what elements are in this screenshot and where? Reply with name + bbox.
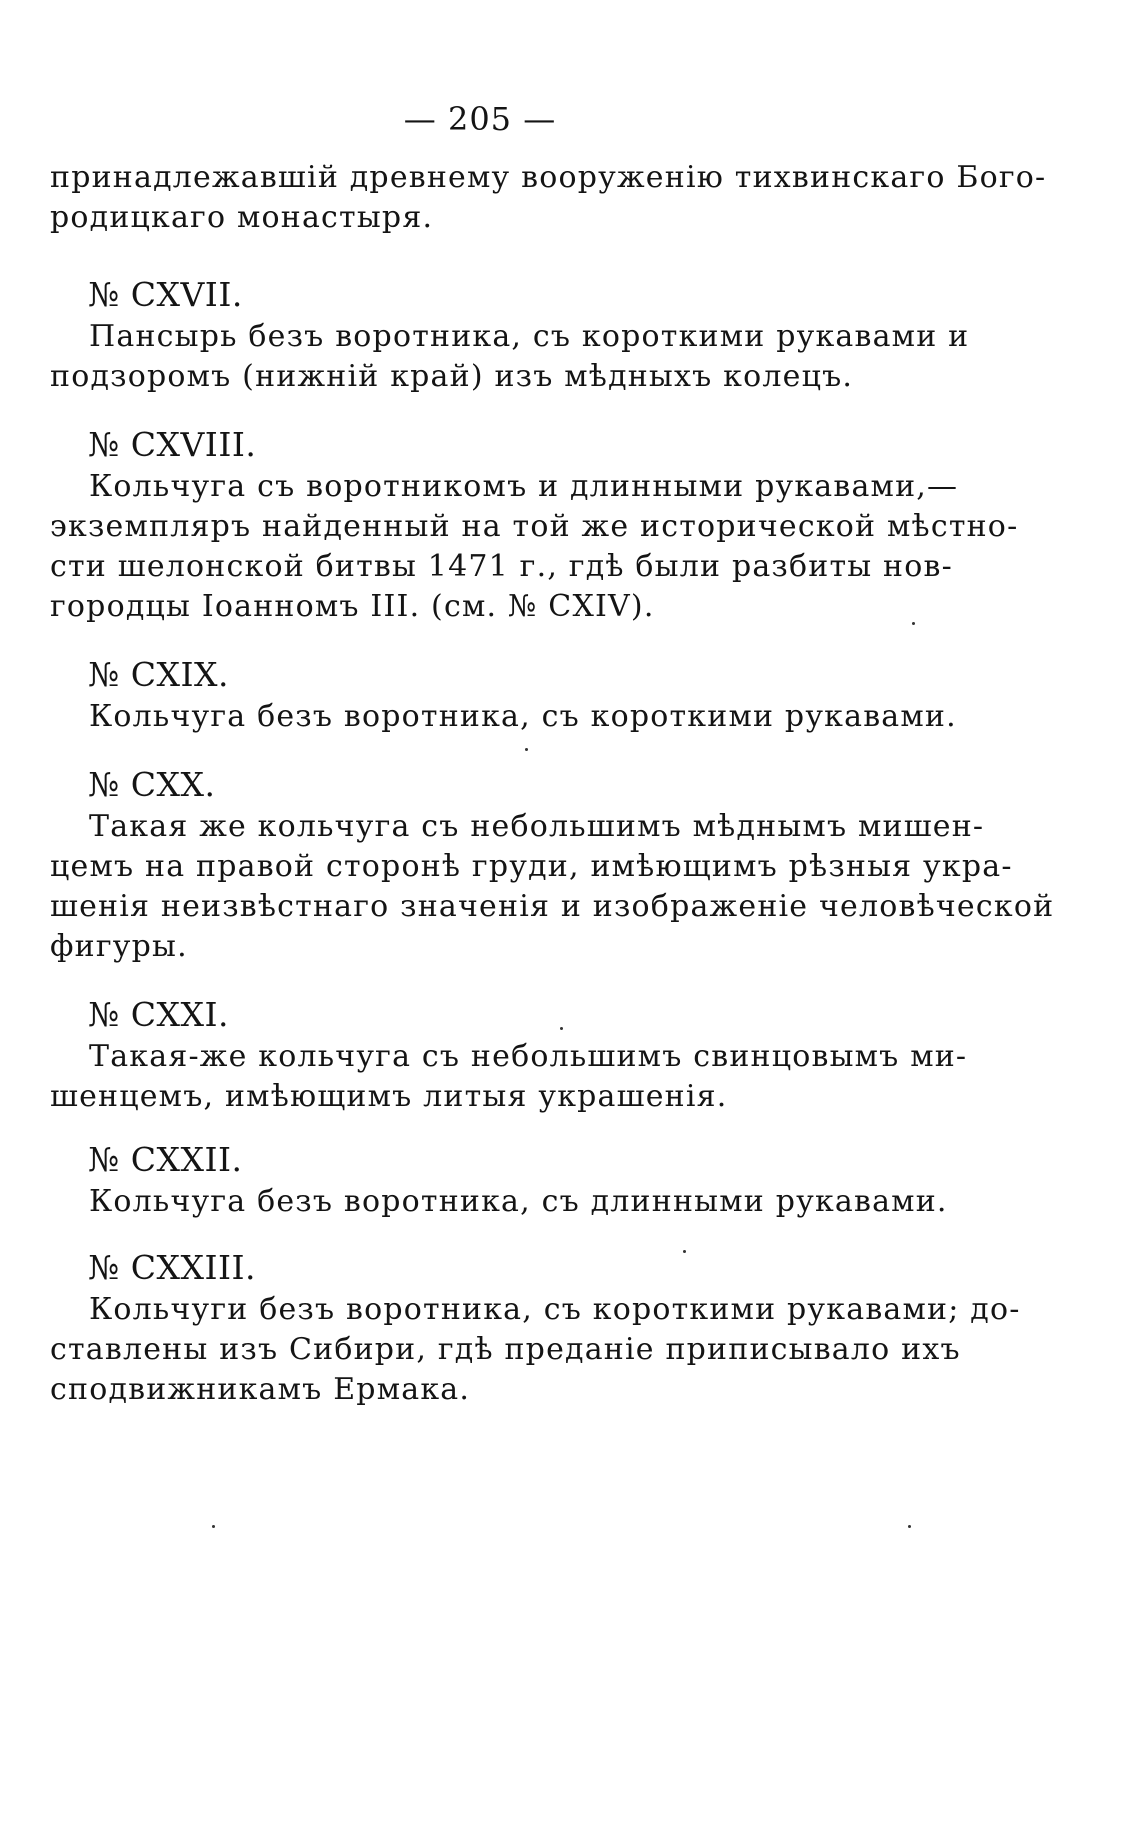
text-line: принадлежавшій древнему вооруженію тихвинскаго Бого- <box>50 160 1047 195</box>
entry-paragraph <box>50 317 970 397</box>
entry-paragraph <box>50 467 1019 627</box>
entry-heading: № CXXIII. <box>88 1248 257 1287</box>
entry-paragraph <box>50 807 1055 967</box>
scan-speck <box>560 1027 563 1030</box>
text-line: сподвижникамъ Ермака. <box>50 1372 471 1407</box>
entry-heading: № CXVII. <box>88 275 243 314</box>
text-line: Пансырь безъ воротника, съ короткими рукавами и <box>89 319 970 354</box>
text-line: Такая-же кольчуга съ небольшимъ свинцовымъ ми- <box>89 1039 968 1074</box>
page-number: — 205 — <box>403 100 557 138</box>
scan-speck <box>212 1525 215 1528</box>
entry-paragraph <box>50 1290 1021 1410</box>
text-line: Кольчуга безъ воротника, съ длинными рукавами. <box>89 1184 948 1219</box>
entry-heading: № CXIX. <box>88 655 229 694</box>
text-line: Кольчуга безъ воротника, съ короткими рукавами. <box>89 699 957 734</box>
text-line: ставлены изъ Сибири, гдѣ преданіе приписывало ихъ <box>50 1332 961 1367</box>
continuation-paragraph <box>50 158 1047 238</box>
entry-paragraph <box>50 1182 948 1222</box>
scan-speck <box>912 622 915 625</box>
entry-paragraph <box>50 1037 968 1117</box>
entry-heading: № CXXII. <box>88 1140 243 1179</box>
text-line: сти шелонской битвы 1471 г., гдѣ были разбиты нов- <box>50 549 953 584</box>
scan-speck <box>683 1250 686 1253</box>
entry-paragraph <box>50 697 957 737</box>
text-line: городцы Іоанномъ III. (см. № CXIV). <box>50 589 655 624</box>
text-line: экземпляръ найденный на той же исторической мѣстно- <box>50 509 1019 544</box>
entry-heading: № CXX. <box>88 765 216 804</box>
text-line: родицкаго монастыря. <box>50 200 434 235</box>
text-line: шенцемъ, имѣющимъ литыя украшенія. <box>50 1079 728 1114</box>
entry-heading: № CXXI. <box>88 995 229 1034</box>
text-line: Такая же кольчуга съ небольшимъ мѣднымъ мишен- <box>89 809 985 844</box>
text-line: Кольчуга съ воротникомъ и длинными рукавами,— <box>89 469 959 504</box>
scan-speck <box>908 1525 911 1528</box>
text-line: Кольчуги безъ воротника, съ короткими рукавами; до- <box>89 1292 1021 1327</box>
text-line: цемъ на правой сторонѣ груди, имѣющимъ рѣзныя укра- <box>50 849 1013 884</box>
text-line: подзоромъ (нижній край) изъ мѣдныхъ колецъ. <box>50 359 854 394</box>
entry-heading: № CXVIII. <box>88 425 257 464</box>
text-line: фигуры. <box>50 929 188 964</box>
scan-speck <box>525 748 528 751</box>
text-line: шенія неизвѣстнаго значенія и изображеніе человѣческой <box>50 889 1055 924</box>
